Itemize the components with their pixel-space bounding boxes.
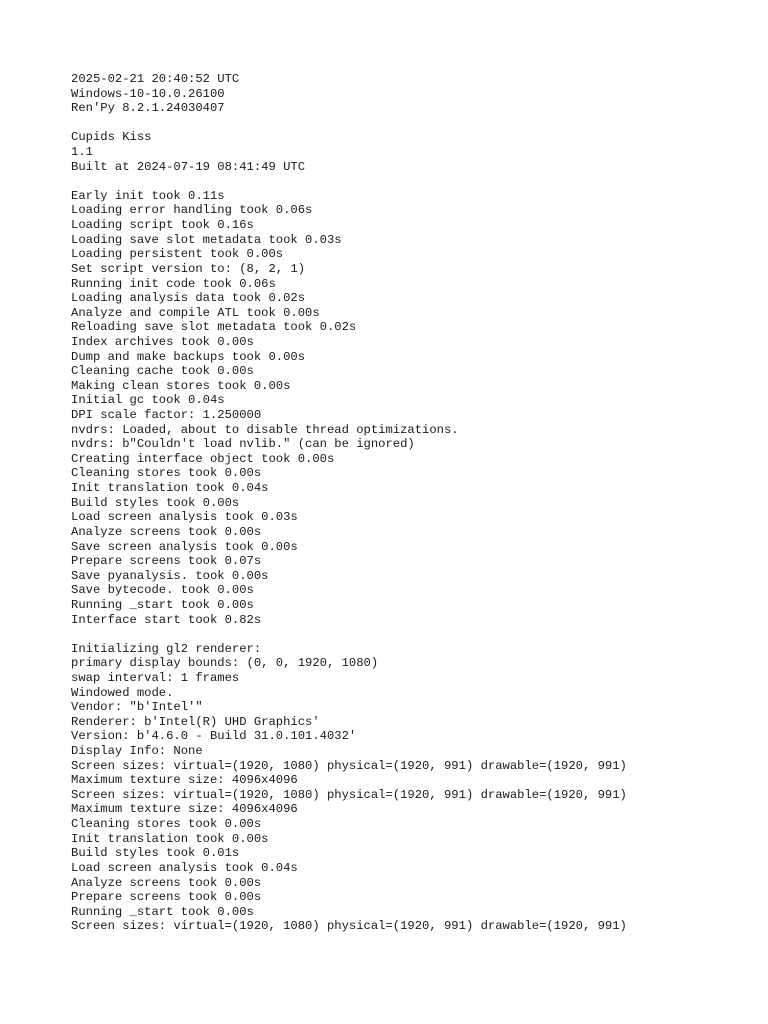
log-line: Cleaning cache took 0.00s — [71, 364, 254, 379]
log-line: Analyze and compile ATL took 0.00s — [71, 305, 320, 320]
log-line: Screen sizes: virtual=(1920, 1080) physical=(1920, 991) drawable=(1920, 991) — [71, 787, 627, 802]
log-line: Loading script took 0.16s — [71, 218, 254, 233]
log-line: Running _start took 0.00s — [71, 597, 254, 612]
log-line: 1.1 — [71, 145, 93, 160]
log-line: Loading error handling took 0.06s — [71, 203, 313, 218]
log-text — [71, 72, 627, 934]
log-line: Analyze screens took 0.00s — [71, 875, 262, 890]
log-line: nvdrs: Loaded, about to disable thread optimizations. — [71, 422, 459, 437]
log-line: Cleaning stores took 0.00s — [71, 466, 262, 481]
log-line: Build styles took 0.01s — [71, 846, 240, 861]
log-line: Save pyanalysis. took 0.00s — [71, 568, 269, 583]
log-line: Screen sizes: virtual=(1920, 1080) physical=(1920, 991) drawable=(1920, 991) — [71, 919, 627, 934]
log-line: Save bytecode. took 0.00s — [71, 583, 254, 598]
log-line: Initializing gl2 renderer: — [71, 641, 262, 656]
log-line: Init translation took 0.00s — [71, 831, 269, 846]
log-line: Version: b'4.6.0 - Build 31.0.101.4032' — [71, 729, 357, 744]
log-line: Windowed mode. — [71, 685, 174, 700]
log-line: Index archives took 0.00s — [71, 334, 254, 349]
log-line: Save screen analysis took 0.00s — [71, 539, 298, 554]
log-line: Creating interface object took 0.00s — [71, 451, 335, 466]
log-line: Loading persistent took 0.00s — [71, 247, 284, 262]
log-line: swap interval: 1 frames — [71, 670, 240, 685]
log-line: Reloading save slot metadata took 0.02s — [71, 320, 357, 335]
log-line: Maximum texture size: 4096x4096 — [71, 802, 298, 817]
log-line: Ren'Py 8.2.1.24030407 — [71, 101, 225, 116]
log-line: Cleaning stores took 0.00s — [71, 817, 262, 832]
log-line: Set script version to: (8, 2, 1) — [71, 261, 306, 276]
log-line: Vendor: "b'Intel'" — [71, 700, 203, 715]
log-line: DPI scale factor: 1.250000 — [71, 408, 262, 423]
log-line: Load screen analysis took 0.04s — [71, 860, 298, 875]
log-line: Loading analysis data took 0.02s — [71, 291, 306, 306]
blank-line — [71, 627, 627, 642]
log-line: Dump and make backups took 0.00s — [71, 349, 306, 364]
log-line: 2025-02-21 20:40:52 UTC — [71, 72, 240, 86]
log-line: primary display bounds: (0, 0, 1920, 1080) — [71, 656, 379, 671]
log-line: Maximum texture size: 4096x4096 — [71, 773, 298, 788]
log-line: Loading save slot metadata took 0.03s — [71, 232, 342, 247]
blank-line — [71, 116, 627, 131]
log-line: Load screen analysis took 0.03s — [71, 510, 298, 525]
log-line: Cupids Kiss — [71, 130, 152, 145]
log-line: Early init took 0.11s — [71, 188, 225, 203]
log-line: Built at 2024-07-19 08:41:49 UTC — [71, 159, 306, 174]
log-line: Display Info: None — [71, 744, 203, 759]
log-line: Initial gc took 0.04s — [71, 393, 225, 408]
log-line: Build styles took 0.00s — [71, 495, 240, 510]
blank-line — [71, 174, 627, 189]
log-line: Prepare screens took 0.07s — [71, 554, 262, 569]
log-line: Prepare screens took 0.00s — [71, 890, 262, 905]
log-line: Init translation took 0.04s — [71, 481, 269, 496]
log-line: nvdrs: b"Couldn't load nvlib." (can be ignored) — [71, 437, 415, 452]
log-line: Screen sizes: virtual=(1920, 1080) physical=(1920, 991) drawable=(1920, 991) — [71, 758, 627, 773]
log-line: Analyze screens took 0.00s — [71, 524, 262, 539]
log-line: Windows-10-10.0.26100 — [71, 86, 225, 101]
log-line: Interface start took 0.82s — [71, 612, 262, 627]
log-line: Renderer: b'Intel(R) UHD Graphics' — [71, 714, 320, 729]
log-line: Running init code took 0.06s — [71, 276, 276, 291]
log-line: Running _start took 0.00s — [71, 904, 254, 919]
log-line: Making clean stores took 0.00s — [71, 378, 291, 393]
